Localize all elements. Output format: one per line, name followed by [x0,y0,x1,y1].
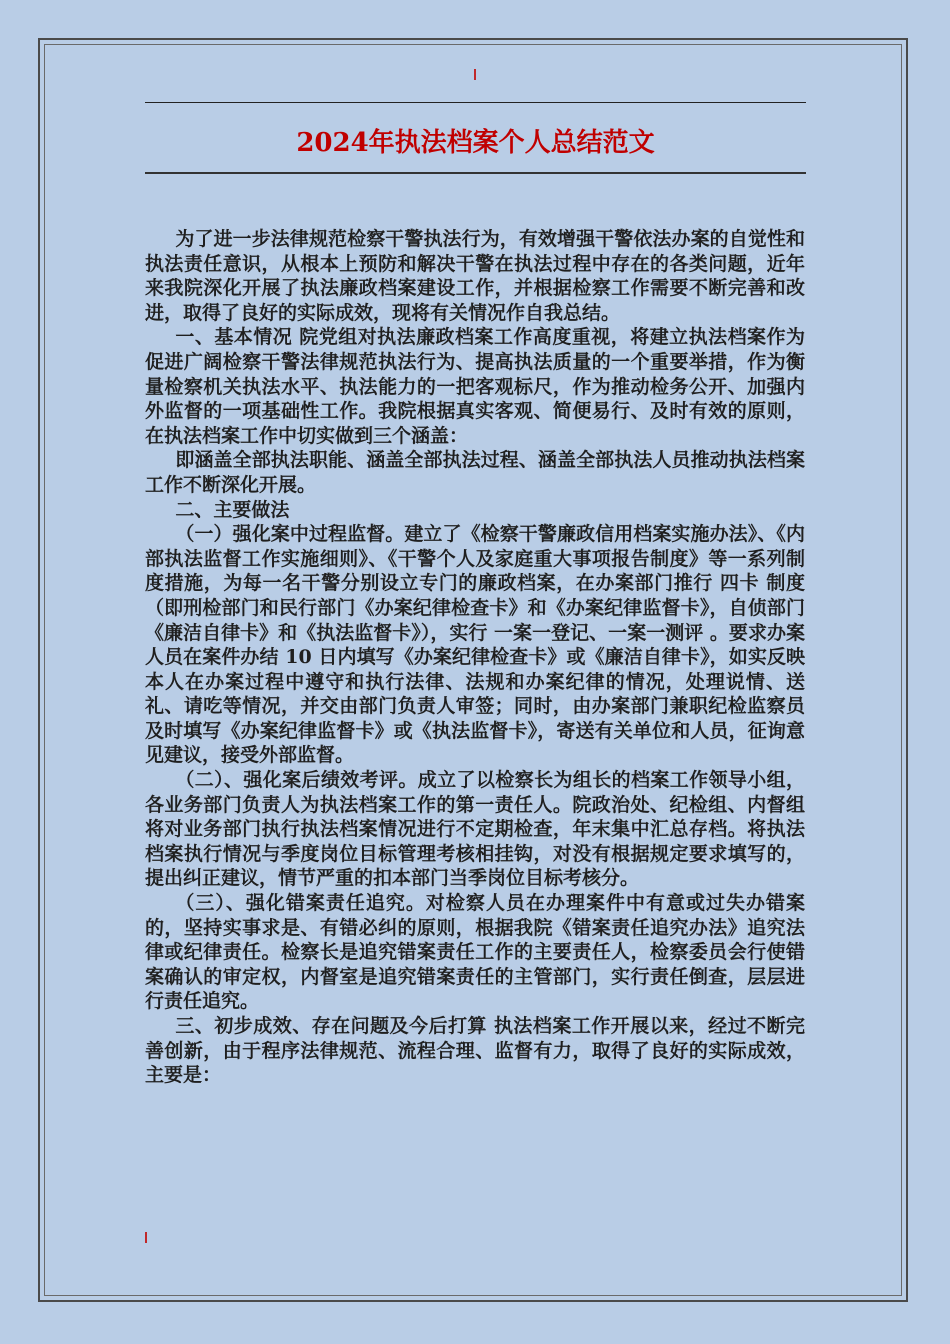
paragraph-results: 三、初步成效、存在问题及今后打算 执法档案工作开展以来，经过不断完善创新，由于程序法律规范、流程合理、监督有力，取得了良好的实际成效，主要是： [145,1015,805,1087]
paragraph-intro: 为了进一步法律规范检察干警执法行为，有效增强干警依法办案的自觉性和执法责任意识，从根本上预防和解决干警在执法过程中存在的各类问题，近年来我院深化开展了执法廉政档案建设工作，并根据检察工作需要不断完善和改进，取得了良好的实际成效，现将有关情况作自我总结。 [145,228,805,324]
paragraph-basic-situation: 一、基本情况 院党组对执法廉政档案工作高度重视，将建立执法档案作为促进广阔检察干警法律规范执法行为、提高执法质量的一个重要举措，作为衡量检察机关执法水平、执法能力的一把客观标尺，作为推动检务公开、加强内外监督的一项基础性工作。我院根据真实客观、简便易行、及时有效的原则，在执法档案工作中切实做到三个涵盖： [145,326,805,447]
bottom-margin-mark [145,1232,147,1243]
paragraph-practice-1: （一）强化案中过程监督。建立了《检察干警廉政信用档案实施办法》、《内部执法监督工作实施细则》、《干警个人及家庭重大事项报告制度》等一系列制度措施，为每一名干警分别设立专门的廉政档案，在办案部门推行 四卡 制度（即刑检部门和民行部门《办案纪律检查卡》和《办案纪律监督卡》，自侦部门《廉洁自律卡》和《执法监督卡》），实行 一案一登记、一案一测评 。要求办案人员在案件办结 10 日内填写《办案纪律检查卡》或《廉洁自律卡》，如实反映本人在办案过程中遵守和执行法律、法规和办案纪律的情况，处理说情、送礼、请吃等情况，并交由部门负责人审签；同时，由办案部门兼职纪检监察员及时填写《办案纪律监督卡》或《执法监督卡》，寄送有关单位和人员，征询意见建议，接受外部监督。 [145,523,805,767]
paragraph-practice-2: （二）、强化案后绩效考评。成立了以检察长为组长的档案工作领导小组，各业务部门负责人为执法档案工作的第一责任人。院政治处、纪检组、内督组将对业务部门执行执法档案情况进行不定期检查，年末集中汇总存档。将执法档案执行情况与季度岗位目标管理考核相挂钩，对没有根据规定要求填写的，提出纠正建议，情节严重的扣本部门当季岗位目标考核分。 [145,769,805,890]
header-rule [145,102,806,103]
top-margin-mark [474,69,476,80]
document-title: 2024年执法档案个人总结范文 [296,128,655,158]
paragraph-practice-3: （三）、强化错案责任追究。对检察人员在办理案件中有意或过失办错案的，坚持实事求是、有错必纠的原则，根据我院《错案责任追究办法》追究法律或纪律责任。检察长是追究错案责任工作的主要责任人，检察委员会行使错案确认的审定权，内督室是追究错案责任的主管部门，实行责任倒查，层层进行责任追究。 [145,892,805,1013]
title-rule [145,172,806,174]
heading-main-practices: 二、主要做法 [175,498,290,521]
paragraph-coverage: 即涵盖全部执法职能、涵盖全部执法过程、涵盖全部执法人员推动执法档案工作不断深化开展。 [145,449,805,496]
document-body [145,227,805,1088]
